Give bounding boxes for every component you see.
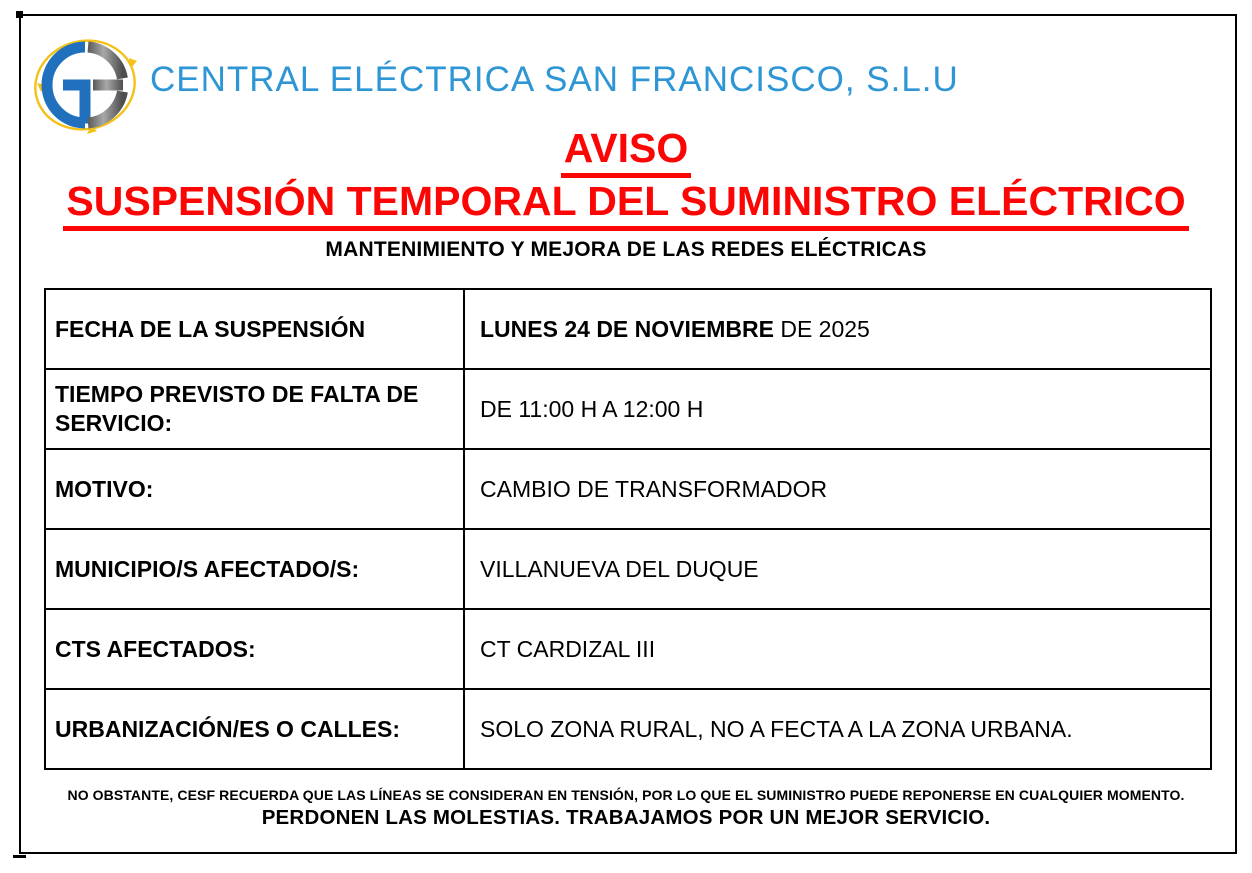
logo-letter-e xyxy=(88,47,123,123)
footer-apology: PERDONEN LAS MOLESTIAS. TRABAJAMOS POR UN MEJOR SERVICIO. xyxy=(261,806,991,829)
company-name: CENTRAL ELÉCTRICA SAN FRANCISCO, S.L.U xyxy=(150,60,959,99)
notice-title-row xyxy=(0,126,1252,178)
table-row xyxy=(45,529,1211,609)
row-label: FECHA DE LA SUSPENSIÓN xyxy=(45,289,464,369)
page-corner-foot xyxy=(13,855,26,858)
row-value-text: DE 2025 xyxy=(773,315,870,342)
notice-subtitle: SUSPENSIÓN TEMPORAL DEL SUMINISTRO ELÉCTRICO xyxy=(63,179,1188,231)
row-value-bold: LUNES 24 DE NOVIEMBRE xyxy=(480,315,774,342)
table-row xyxy=(45,369,1211,449)
logo-letter-g xyxy=(47,47,91,124)
row-value xyxy=(464,369,1211,449)
suspension-details-table xyxy=(44,288,1212,770)
row-value-text: CAMBIO DE TRANSFORMADOR xyxy=(480,475,828,502)
row-value-text: VILLANUEVA DEL DUQUE xyxy=(480,555,759,582)
notice-tagline: MANTENIMIENTO Y MEJORA DE LAS REDES ELÉCTRICAS xyxy=(325,238,927,261)
row-value xyxy=(464,529,1211,609)
notice-subtitle-row xyxy=(0,179,1252,231)
row-value-text: CT CARDIZAL III xyxy=(480,635,656,662)
table-row xyxy=(45,689,1211,769)
row-value xyxy=(464,449,1211,529)
row-label: URBANIZACIÓN/ES O CALLES: xyxy=(45,689,464,769)
notice-title: AVISO xyxy=(561,126,692,178)
company-logo-icon xyxy=(33,36,137,134)
table-row xyxy=(45,609,1211,689)
row-label: MOTIVO: xyxy=(45,449,464,529)
row-value xyxy=(464,289,1211,369)
footer-disclaimer: NO OBSTANTE, CESF RECUERDA QUE LAS LÍNEAS SE CONSIDERAN EN TENSIÓN, POR LO QUE EL SUMINISTRO PUEDE REPONERSE EN CUALQUIER MOMENTO. xyxy=(67,787,1185,803)
row-label: TIEMPO PREVISTO DE FALTA DE SERVICIO: xyxy=(45,369,464,449)
table-row xyxy=(45,289,1211,369)
table-corner-handle xyxy=(16,11,23,18)
row-value-text: SOLO ZONA RURAL, NO A FECTA A LA ZONA URBANA. xyxy=(480,715,1073,742)
row-value xyxy=(464,609,1211,689)
row-label: MUNICIPIO/S AFECTADO/S: xyxy=(45,529,464,609)
row-value xyxy=(464,689,1211,769)
row-label: CTS AFECTADOS: xyxy=(45,609,464,689)
row-value-text: DE 11:00 H A 12:00 H xyxy=(480,395,704,422)
table-row xyxy=(45,449,1211,529)
